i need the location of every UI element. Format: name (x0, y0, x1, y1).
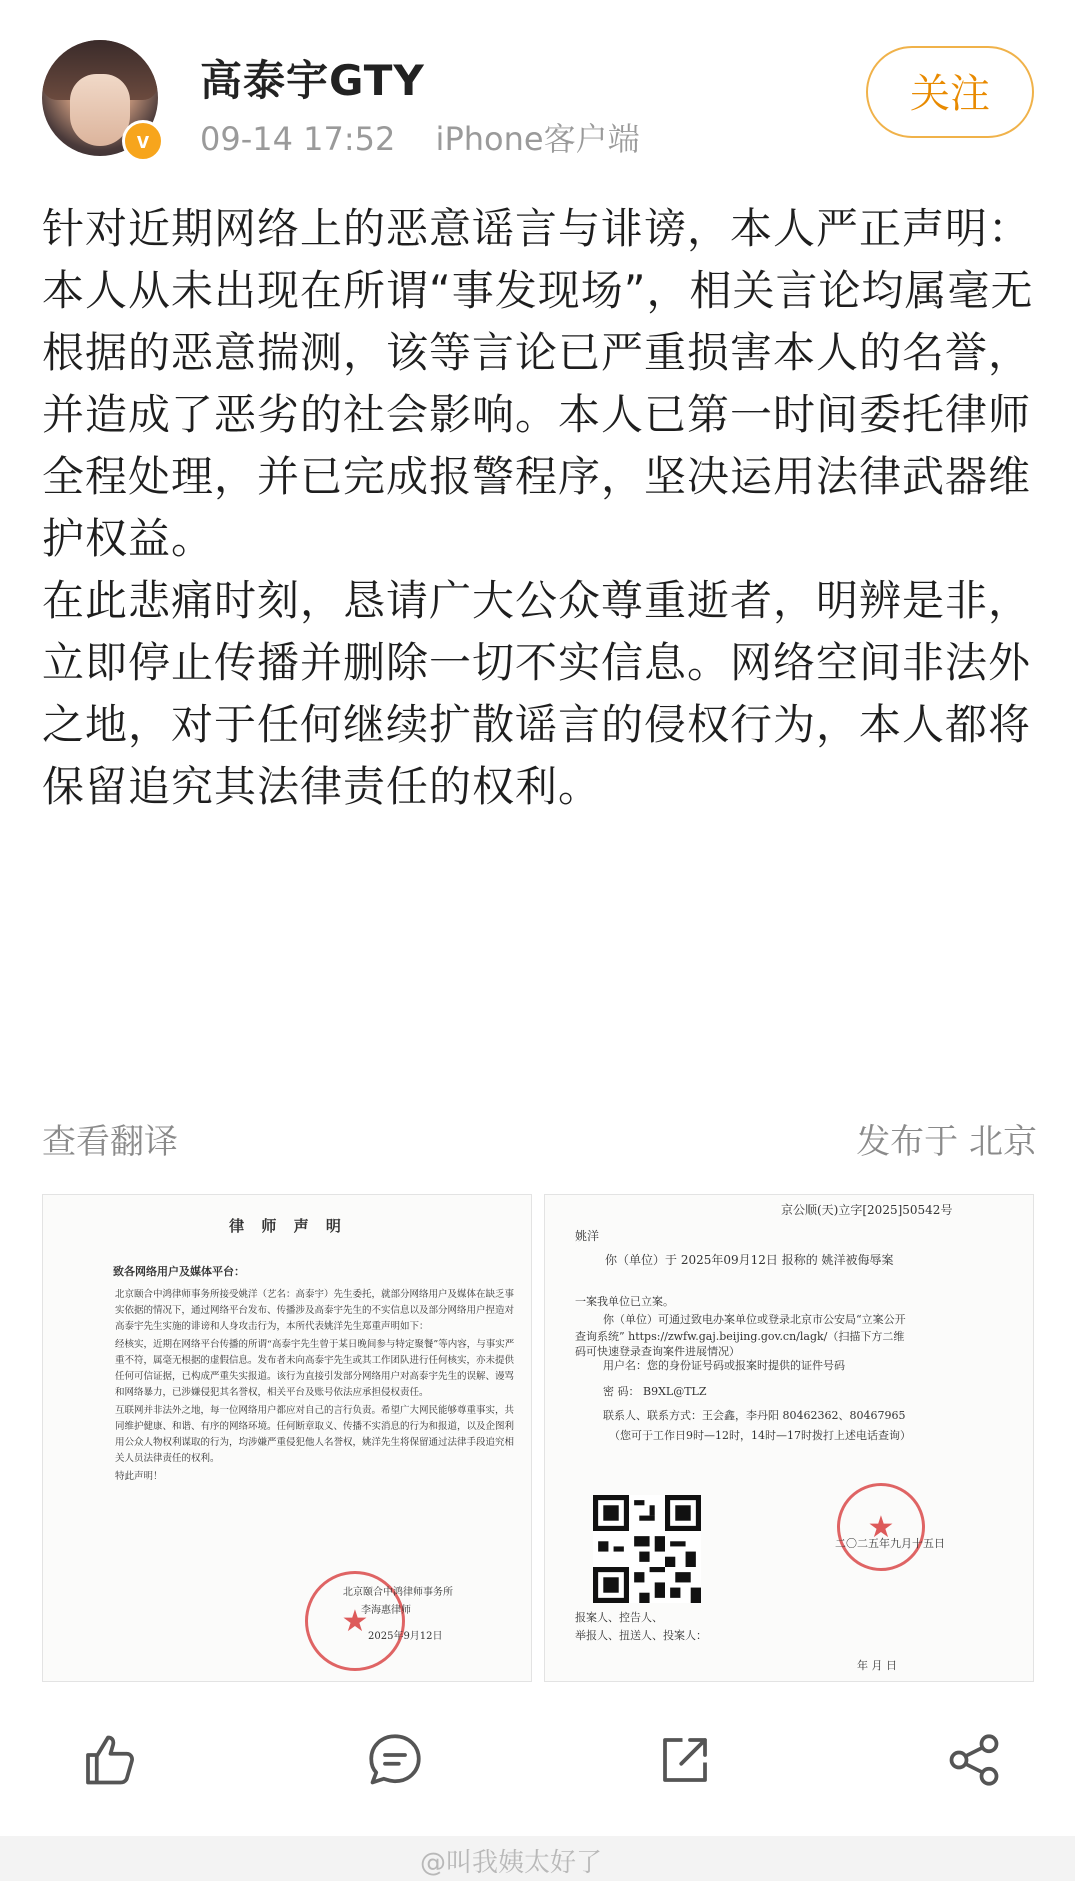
doc-signature-lawyer: 李海惠律师 (361, 1605, 411, 1616)
doc-line: 密 码： B9XL@TLZ (603, 1385, 707, 1398)
share-nodes-icon[interactable] (944, 1730, 1004, 1790)
doc-title: 律 师 声 明 (229, 1217, 347, 1235)
doc-paragraph: 互联网并非法外之地，每一位网络用户都应对自己的言行负责。希望广大网民能够尊重事实，共同维护健康、和谐、有序的网络环境。任何断章取义、传播不实消息的行为和报道，以及企图利用公众人物权利谋取的行为，均涉嫌严重侵犯他人名誉权，姚洋先生将保留通过法律手段追究相关人员法律责任的权利。 (115, 1405, 515, 1464)
post-device: iPhone客户端 (435, 120, 640, 158)
doc-sign-date: 二〇二五年九月十五日 (835, 1537, 945, 1550)
doc-line: 你（单位）可通过致电办案单位或登录北京市公安局“立案公开 (603, 1313, 906, 1326)
post-time: 09-14 17:52 (200, 120, 396, 158)
doc-line: 报案人、控告人、 (575, 1611, 663, 1624)
doc-date: 2025年9月12日 (368, 1631, 443, 1642)
doc-number: 京公顺(天)立字[2025]50542号 (781, 1203, 953, 1217)
watermark: @叫我姨太好了 (420, 1848, 603, 1878)
doc-paragraph: 特此声明！ (115, 1471, 163, 1482)
post-body (42, 198, 1037, 818)
doc-signature-firm: 北京颐合中鸿律师事务所 (343, 1587, 453, 1598)
thumbs-up-icon[interactable] (78, 1730, 138, 1790)
lawyer-statement-image[interactable] (42, 1194, 532, 1682)
doc-line: 查询系统” https://zwfw.gaj.beijing.gov.cn/lagk/（扫描下方二维码可快速登录查询案件进展情况） (575, 1330, 905, 1358)
post-paragraph: 针对近期网络上的恶意谣言与诽谤，本人严正声明： (42, 204, 1032, 253)
doc-line: 用户名：您的身份证号码或报案时提供的证件号码 (603, 1359, 845, 1372)
comment-icon[interactable] (365, 1730, 425, 1790)
post-meta (200, 114, 670, 160)
doc-name: 姚洋 (575, 1229, 600, 1243)
doc-recipient: 致各网络用户及媒体平台： (113, 1265, 245, 1278)
doc-line: 你（单位）于 2025年09月12日 报称的 姚洋被侮辱案 (605, 1253, 894, 1267)
police-receipt-image[interactable] (544, 1194, 1034, 1682)
doc-line: （您可于工作日9时—12时，14时—17时拨打上述电话查询） (609, 1429, 911, 1442)
seal-star-icon: ★ (867, 1510, 895, 1545)
doc-line: 一案我单位已立案。 (575, 1295, 674, 1308)
verified-icon: v (122, 120, 164, 162)
translate-link[interactable]: 查看翻译 (42, 1122, 178, 1162)
doc-paragraph: 经核实，近期在网络平台传播的所谓“高泰宇先生曾于某日晚间参与特定聚餐”等内容，与事实严重不符，属毫无根据的虚假信息。发布者未向高泰宇先生或其工作团队进行任何核实，亦未提供任何可信证据，已构成严重失实报道。该行为直接引发部分网络用户对高泰宇先生的误解、谩骂和网络暴力，已涉嫌侵犯其名誉权，相关平台及账号依法应承担侵权责任。 (115, 1339, 515, 1398)
post-paragraph: 本人从未出现在所谓“事发现场”，相关言论均属毫无根据的恶意揣测，该等言论已严重损害本人的名誉，并造成了恶劣的社会影响。本人已第一时间委托律师全程处理，并已完成报警程序，坚决运用法律武器维护权益。 (42, 266, 1034, 563)
share-icon[interactable] (655, 1730, 715, 1790)
seal-star-icon: ★ (341, 1604, 369, 1639)
doc-line: 联系人、联系方式：王会鑫，李丹阳 80462362、80467965 (603, 1409, 906, 1422)
post-location: 发布于 北京 (856, 1122, 1037, 1162)
doc-line: 举报人、扭送人、投案人： (575, 1629, 707, 1642)
doc-body (115, 1287, 515, 1487)
doc-line: 年 月 日 (857, 1659, 897, 1672)
police-seal (837, 1483, 925, 1571)
post-paragraph: 在此悲痛时刻，恳请广大公众尊重逝者，明辨是非，立即停止传播并删除一切不实信息。网络空间非法外之地，对于任何继续扩散谣言的侵权行为，本人都将保留追究其法律责任的权利。 (42, 576, 1032, 811)
doc-paragraph: 北京颐合中鸿律师事务所接受姚洋（艺名：高泰宇）先生委托，就部分网络用户及媒体在缺乏事实依据的情况下，通过网络平台发布、传播涉及高泰宇先生的不实信息以及部分网络用户捏造对高泰宇先生实施的诽谤和人身攻击行为，本所代表姚洋先生郑重声明如下： (115, 1289, 515, 1332)
avatar-face (70, 74, 130, 146)
qr-code-icon (593, 1495, 701, 1603)
follow-button[interactable]: 关注 (866, 46, 1034, 138)
username[interactable]: 高泰宇GTY (200, 56, 425, 105)
